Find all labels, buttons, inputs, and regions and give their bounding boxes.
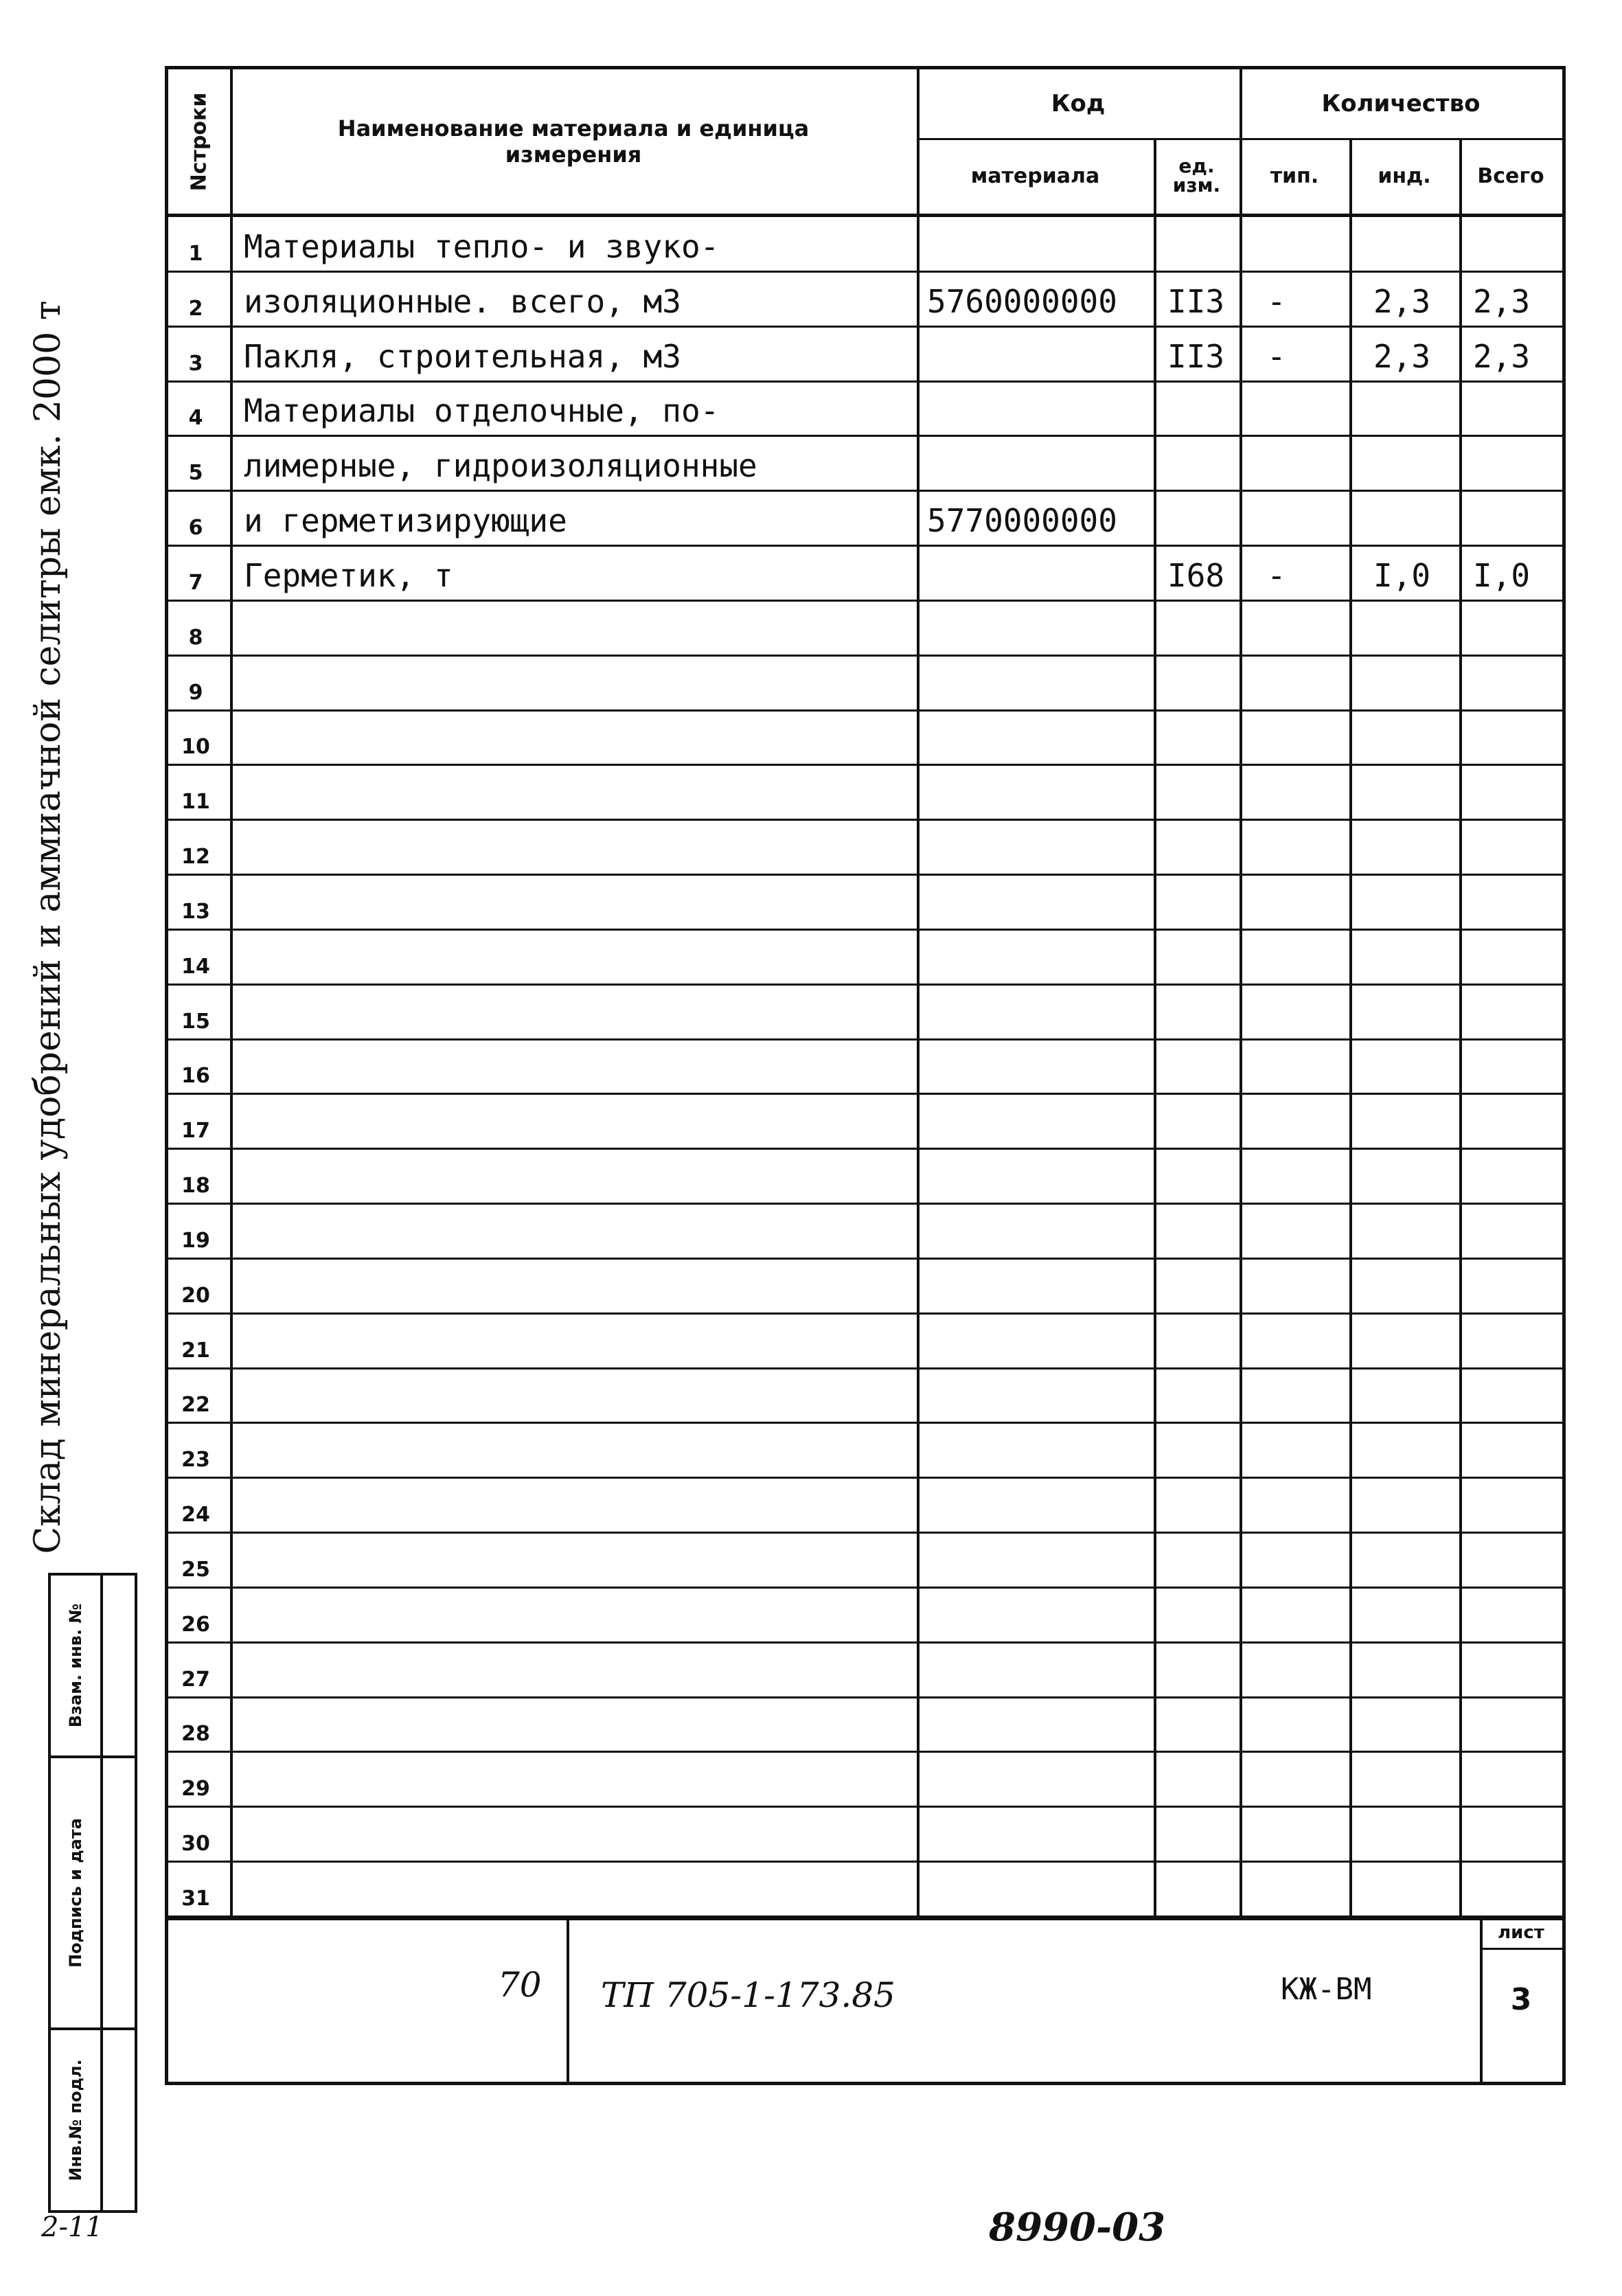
row-line: [168, 1806, 1562, 1808]
row-number: 13: [181, 899, 210, 924]
specification-sheet: [165, 66, 1566, 2085]
header-qty-tip: тип.: [1270, 163, 1319, 188]
row-line: [168, 1422, 1562, 1424]
col-line-material: [1154, 138, 1156, 1917]
row-line: [168, 271, 1562, 273]
row-number: 27: [181, 1667, 210, 1692]
row-line: [168, 490, 1562, 492]
row-line: [168, 764, 1562, 766]
cell-code: 5770000000: [927, 502, 1117, 540]
row-line: [168, 874, 1562, 876]
row-line: [168, 1861, 1562, 1863]
row-number: 2: [188, 296, 203, 321]
row-line: [168, 1477, 1562, 1479]
row-line: [168, 1258, 1562, 1260]
row-line: [168, 1367, 1562, 1369]
row-number: 17: [181, 1119, 210, 1144]
row-number: 7: [188, 570, 203, 595]
row-number: 8: [188, 625, 203, 650]
col-line-ind: [1459, 138, 1462, 1917]
row-number: 3: [188, 351, 203, 376]
header-qty-ind: инд.: [1378, 163, 1431, 188]
row-number: 24: [181, 1503, 210, 1527]
footer-divider: [567, 1917, 569, 2082]
row-line: [168, 1696, 1562, 1698]
row-line: [168, 600, 1562, 602]
header-code: Код: [1051, 90, 1106, 117]
cell-unit: II3: [1167, 337, 1225, 375]
row-line: [168, 1203, 1562, 1205]
row-number: 16: [181, 1064, 210, 1089]
header-code-material: материала: [970, 163, 1100, 188]
row-line: [168, 1312, 1562, 1315]
stamp-vzam: Взам. инв. №: [48, 1573, 137, 1758]
cell-name: Материалы отделочные, по-: [244, 392, 720, 430]
row-line: [168, 380, 1562, 383]
side-title: Склад минеральных удобрений и аммиачной селитры емк. 2000 т: [27, 300, 69, 1554]
row-line: [168, 1532, 1562, 1534]
row-line: [168, 709, 1562, 712]
row-number: 21: [181, 1338, 210, 1363]
row-number: 1: [188, 241, 203, 266]
footer-sheet-label: лист: [1498, 1922, 1544, 1943]
cell-total: 2,3: [1473, 282, 1531, 320]
row-number: 26: [181, 1612, 210, 1637]
footer-doc-code: ТП 705-1-173.85: [601, 1975, 895, 2015]
cell-ind: I,0: [1373, 556, 1431, 594]
row-number: 4: [188, 406, 203, 431]
row-line: [168, 326, 1562, 328]
row-line: [168, 1587, 1562, 1589]
header-code-unit: ед. изм.: [1172, 155, 1221, 196]
row-number: 18: [181, 1174, 210, 1198]
cell-total: I,0: [1473, 556, 1531, 594]
row-number: 9: [188, 680, 203, 705]
col-line-unit: [1240, 69, 1242, 1917]
row-number: 14: [181, 954, 210, 979]
row-number: 23: [181, 1448, 210, 1473]
cell-tip: -: [1267, 337, 1286, 375]
stamp-podpis: Подпись и дата: [48, 1755, 137, 2030]
row-number: 30: [181, 1832, 210, 1856]
cell-unit: I68: [1167, 556, 1225, 594]
row-line: [168, 1093, 1562, 1095]
row-line: [168, 929, 1562, 931]
row-line: [168, 655, 1562, 657]
col-line-name: [917, 69, 919, 1917]
row-number: 25: [181, 1557, 210, 1582]
row-number: 22: [181, 1393, 210, 1418]
cell-name: Пакля, строительная, м3: [244, 337, 681, 375]
row-number: 5: [188, 461, 203, 486]
row-number: 11: [181, 790, 210, 815]
cell-tip: -: [1267, 556, 1286, 594]
row-number: 28: [181, 1722, 210, 1747]
bottom-note: 8990-03: [989, 2205, 1166, 2250]
cell-total: 2,3: [1473, 337, 1531, 375]
row-number: 31: [181, 1887, 210, 1911]
cell-ind: 2,3: [1373, 337, 1431, 375]
stamp-inv: Инв.№ подл.: [48, 2027, 137, 2213]
row-line: [168, 984, 1562, 986]
cell-name: лимерные, гидроизоляционные: [244, 447, 757, 485]
row-line: [168, 435, 1562, 437]
cell-name: изоляционные. всего, м3: [244, 282, 681, 320]
header-row-no: Nстроки: [187, 92, 212, 191]
row-number: 10: [181, 735, 210, 760]
cell-code: 5760000000: [927, 282, 1117, 320]
row-line: [168, 819, 1562, 821]
footer-top-line: [168, 1917, 1562, 1920]
row-number: 6: [188, 516, 203, 541]
row-line: [168, 1038, 1562, 1041]
header-name: Наименование материала и единица измерения: [337, 115, 810, 168]
row-number: 19: [181, 1228, 210, 1253]
row-line: [168, 1751, 1562, 1753]
margin-note: 2-11: [41, 2212, 103, 2243]
col-line-rowno: [230, 69, 233, 1917]
row-number: 29: [181, 1777, 210, 1801]
header-qty-total: Всего: [1477, 163, 1544, 188]
footer-mark: КЖ-ВМ: [1281, 1972, 1372, 2007]
cell-name: и герметизирующие: [244, 502, 567, 540]
footer-sheet-line: [1480, 1948, 1562, 1950]
row-line: [168, 545, 1562, 547]
cell-name: Герметик, т: [244, 556, 453, 594]
row-number: 20: [181, 1283, 210, 1308]
footer-sheet-no: 3: [1510, 1981, 1532, 2017]
row-line: [168, 1641, 1562, 1644]
footer-page-num: 70: [498, 1965, 542, 2005]
row-line: [168, 1148, 1562, 1150]
row-number: 15: [181, 1009, 210, 1034]
cell-tip: -: [1267, 282, 1286, 320]
row-number: 12: [181, 845, 210, 869]
cell-name: Материалы тепло- и звуко-: [244, 227, 720, 265]
cell-unit: II3: [1167, 282, 1225, 320]
header-qty: Количество: [1321, 90, 1481, 117]
col-line-tip: [1349, 138, 1352, 1917]
cell-ind: 2,3: [1373, 282, 1431, 320]
header-bottom-line: [168, 214, 1562, 217]
